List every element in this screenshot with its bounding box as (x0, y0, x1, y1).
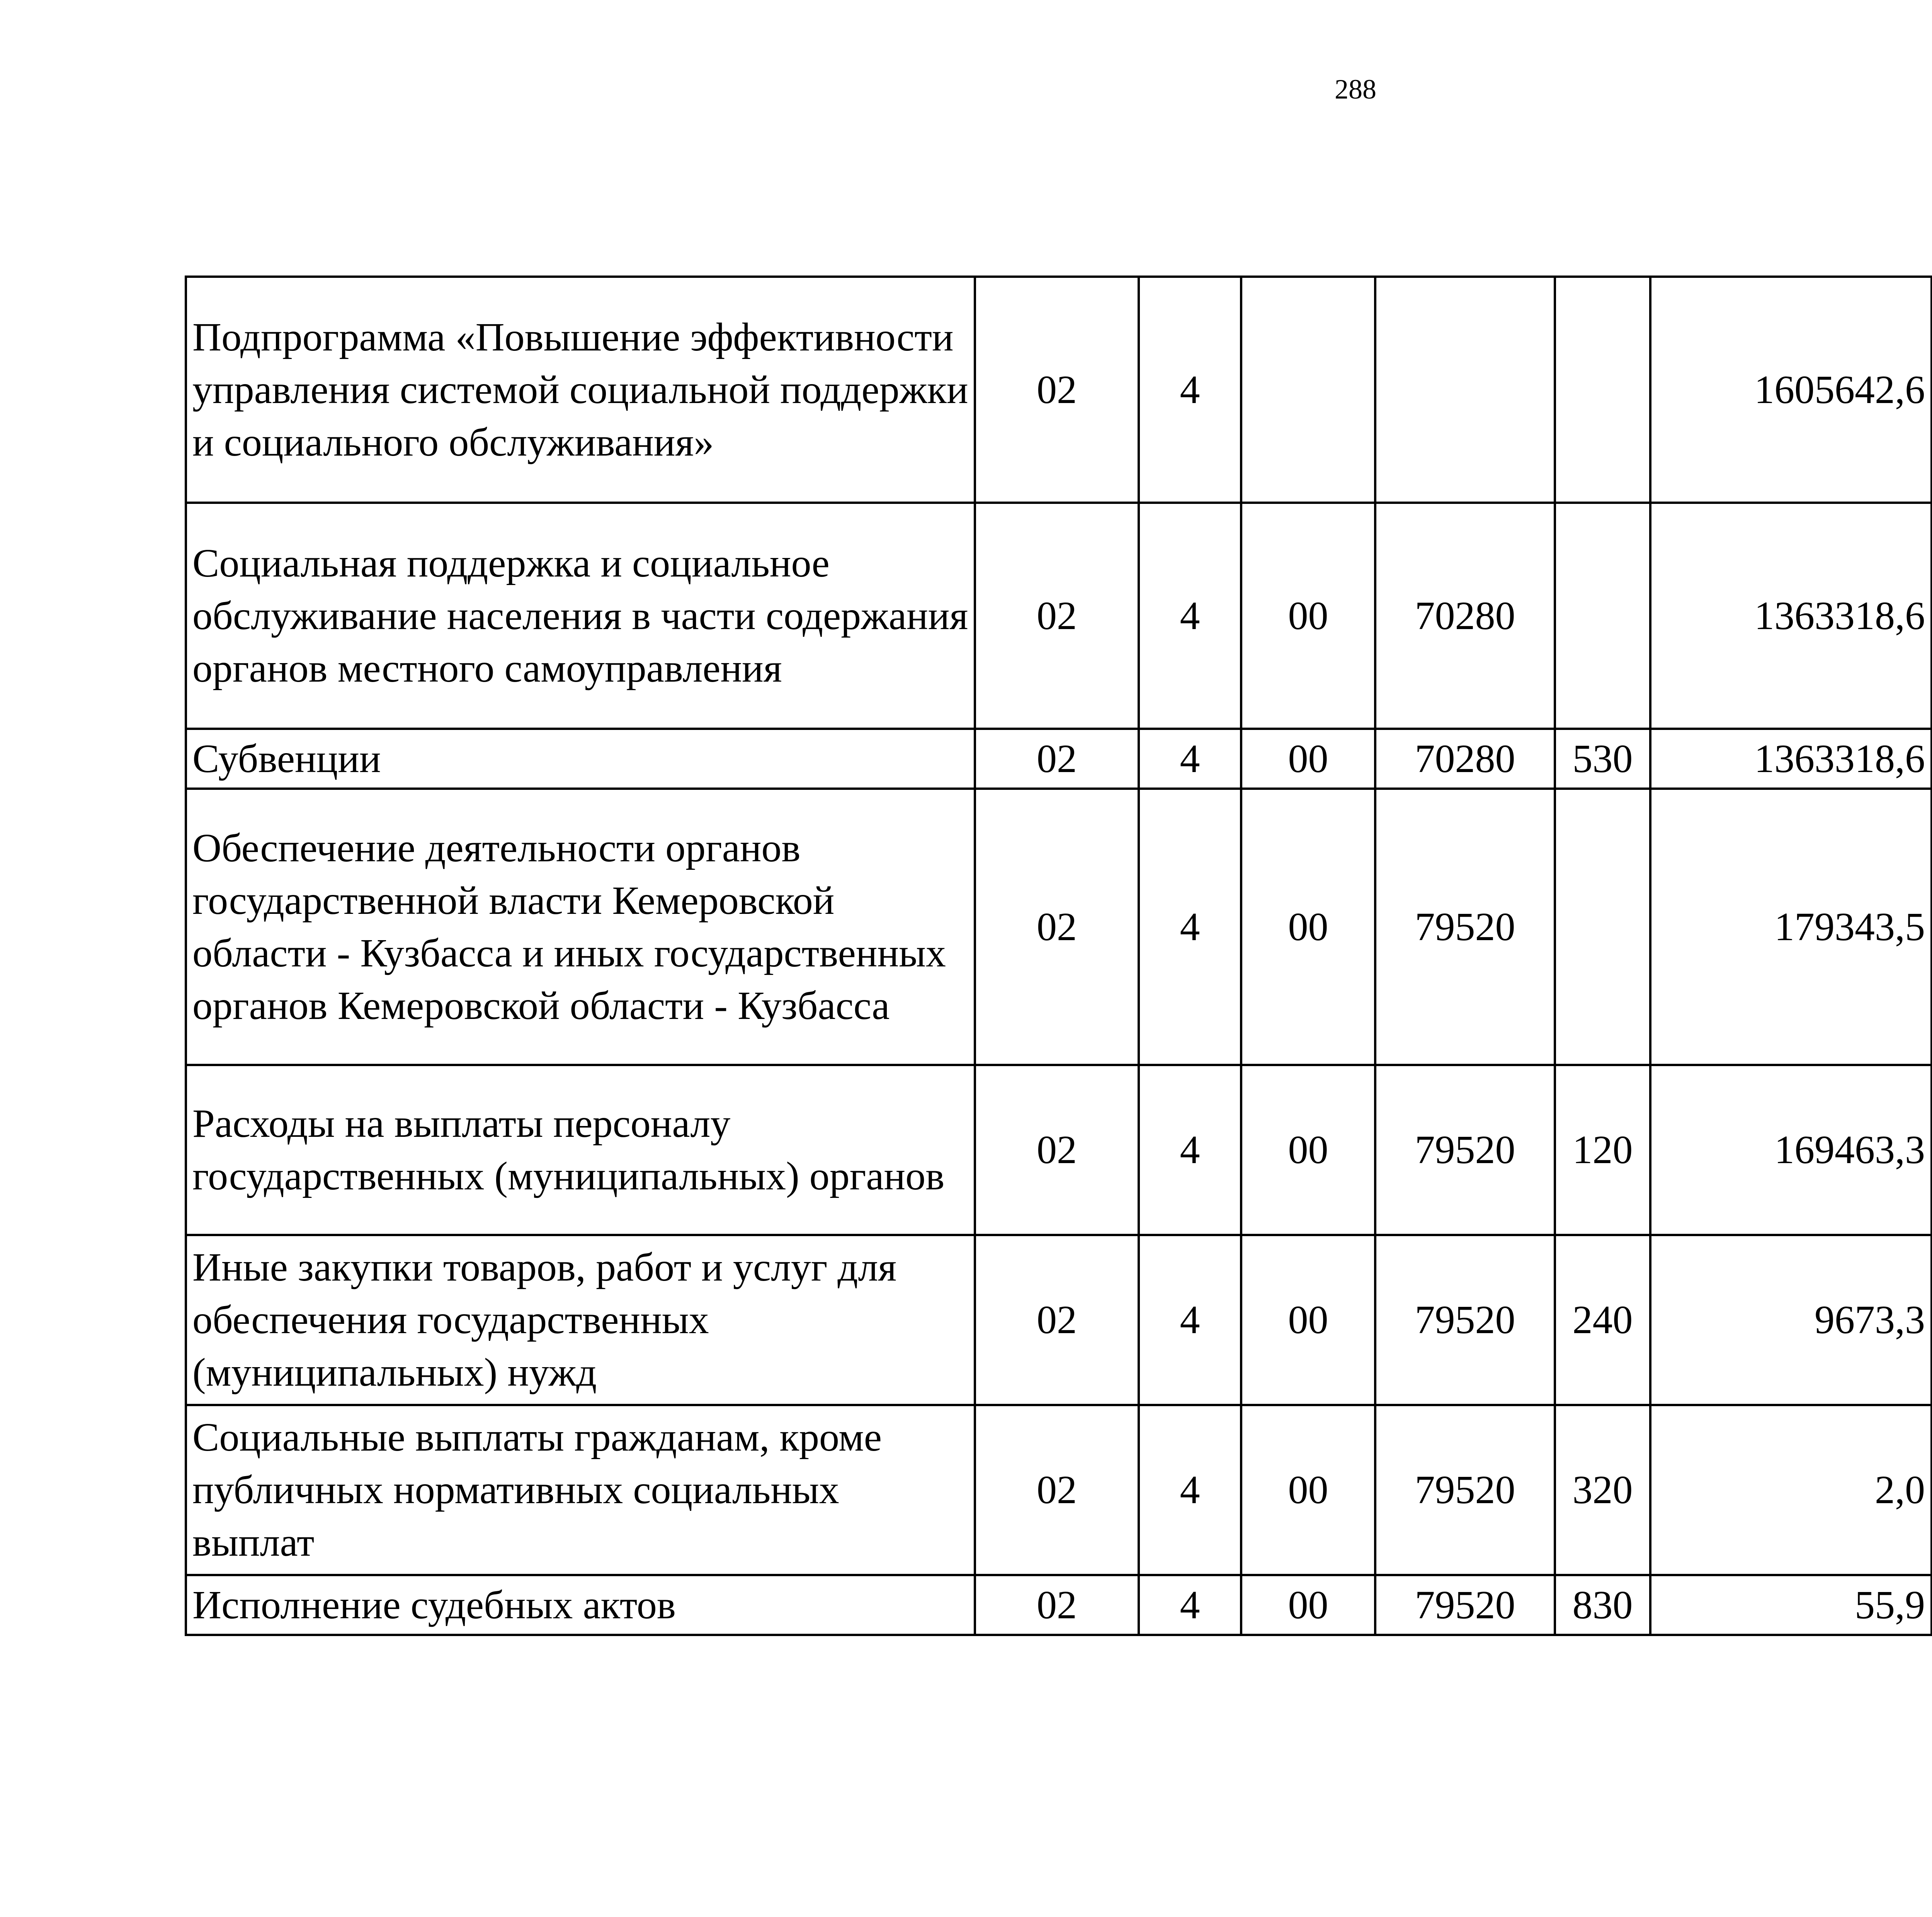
amount-1: 1363318,6 (1650, 729, 1932, 789)
expense-type-code: 120 (1555, 1065, 1650, 1235)
row-name: Социальная поддержка и социальное обслуживание населения в части содержания органов местного самоуправления (186, 503, 975, 729)
direction-code: 79520 (1375, 1235, 1555, 1405)
amount-1: 1605642,6 (1650, 277, 1932, 503)
subprogram-code: 00 (1241, 1405, 1375, 1575)
table-row (186, 1065, 1932, 1235)
row-name: Обеспечение деятельности органов государственной власти Кемеровской области - Кузбасса и иных государственных органов Кемеровской области - Кузбасса (186, 789, 975, 1065)
program-code: 4 (1139, 789, 1241, 1065)
section-code: 02 (975, 1575, 1139, 1635)
table-row (186, 789, 1932, 1065)
program-code: 4 (1139, 729, 1241, 789)
subprogram-code: 00 (1241, 789, 1375, 1065)
direction-code: 79520 (1375, 1575, 1555, 1635)
program-code: 4 (1139, 1065, 1241, 1235)
program-code: 4 (1139, 1575, 1241, 1635)
expense-type-code (1555, 277, 1650, 503)
direction-code: 70280 (1375, 729, 1555, 789)
subprogram-code (1241, 277, 1375, 503)
program-code: 4 (1139, 277, 1241, 503)
row-name: Расходы на выплаты персоналу государственных (муниципальных) органов (186, 1065, 975, 1235)
page-number: 288 (1335, 74, 1376, 105)
table-row (186, 503, 1932, 729)
subprogram-code: 00 (1241, 1065, 1375, 1235)
expense-type-code: 320 (1555, 1405, 1650, 1575)
program-code: 4 (1139, 1235, 1241, 1405)
subprogram-code: 00 (1241, 1575, 1375, 1635)
amount-1: 1363318,6 (1650, 503, 1932, 729)
amount-1: 55,9 (1650, 1575, 1932, 1635)
program-code: 4 (1139, 1405, 1241, 1575)
direction-code: 79520 (1375, 1065, 1555, 1235)
program-code: 4 (1139, 503, 1241, 729)
direction-code: 79520 (1375, 1405, 1555, 1575)
section-code: 02 (975, 729, 1139, 789)
section-code: 02 (975, 1405, 1139, 1575)
direction-code (1375, 277, 1555, 503)
amount-1: 179343,5 (1650, 789, 1932, 1065)
section-code: 02 (975, 789, 1139, 1065)
amount-1: 9673,3 (1650, 1235, 1932, 1405)
subprogram-code: 00 (1241, 503, 1375, 729)
subprogram-code: 00 (1241, 729, 1375, 789)
table-row (186, 1575, 1932, 1635)
row-name: Исполнение судебных актов (186, 1575, 975, 1635)
expense-type-code (1555, 789, 1650, 1065)
row-name: Подпрограмма «Повышение эффективности управления системой социальной поддержки и социального обслуживания» (186, 277, 975, 503)
section-code: 02 (975, 277, 1139, 503)
table-row (186, 729, 1932, 789)
budget-table (185, 276, 1932, 1636)
expense-type-code: 240 (1555, 1235, 1650, 1405)
section-code: 02 (975, 1235, 1139, 1405)
row-name: Иные закупки товаров, работ и услуг для обеспечения государственных (муниципальных) нужд (186, 1235, 975, 1405)
expense-type-code (1555, 503, 1650, 729)
row-name: Социальные выплаты гражданам, кроме публичных нормативных социальных выплат (186, 1405, 975, 1575)
table-row (186, 1405, 1932, 1575)
section-code: 02 (975, 1065, 1139, 1235)
direction-code: 79520 (1375, 789, 1555, 1065)
table-row (186, 1235, 1932, 1405)
section-code: 02 (975, 503, 1139, 729)
table-row (186, 277, 1932, 503)
amount-1: 2,0 (1650, 1405, 1932, 1575)
direction-code: 70280 (1375, 503, 1555, 729)
row-name: Субвенции (186, 729, 975, 789)
amount-1: 169463,3 (1650, 1065, 1932, 1235)
expense-type-code: 830 (1555, 1575, 1650, 1635)
subprogram-code: 00 (1241, 1235, 1375, 1405)
expense-type-code: 530 (1555, 729, 1650, 789)
